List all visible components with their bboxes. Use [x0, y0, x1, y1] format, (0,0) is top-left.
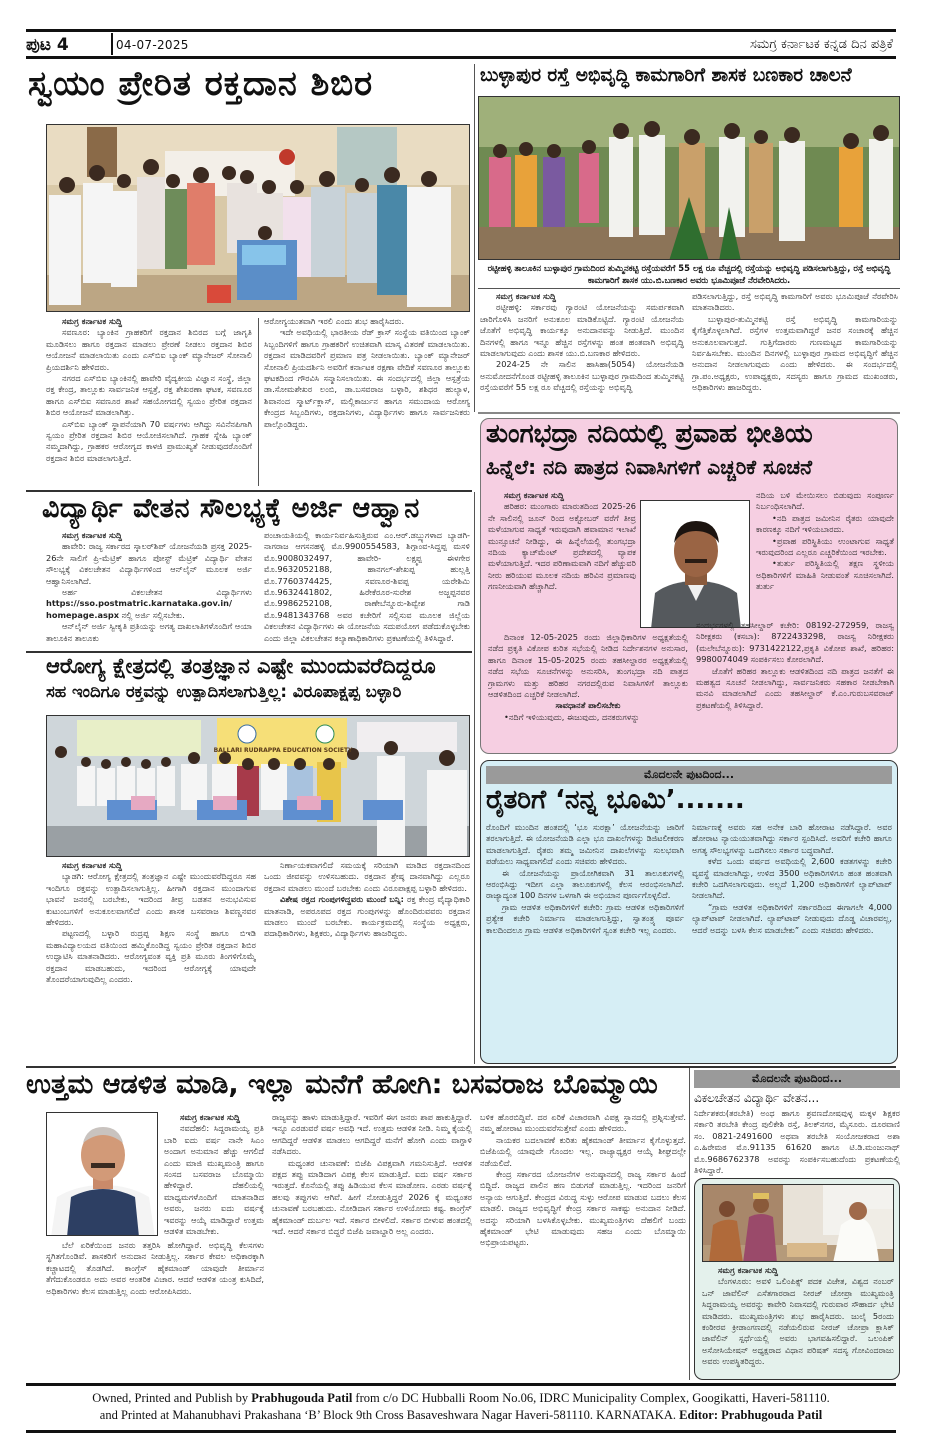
paragraph: ಮಧ್ಯಂತರ ಚುನಾವಣೆ: ಬಿಜೆಪಿ ವಿಪಕ್ಷವಾಗಿ ಗಮನಿಸುತ್ತಿದೆ. ಆಡಳಿತ ಪಕ್ಷದ ತಪ್ಪು ಮಾಡಿದಾಗ ವಿಪಕ್ಷ ಕೆಲಸ ಮಾಡುತ್ತಿದೆ. ಐದು ವರ್ಷ ಸರ್ಕಾರ ಇರುತ್ತದೆ. ಕೊನೆಯಲ್ಲಿ ತಪ್ಪು ಹಿಡಿಯುವ ಕೆಲಸ ಮಾಡೋಣ. ಎರಡು ವರ್ಷಕ್ಕೆ ಹಲವು ತಪ್ಪುಗಳು ಆಗಿವೆ. ಹೀಗೆ ನೋಡುತ್ತಿದ್ದರೆ 2026 ಕ್ಕೆ ಮಧ್ಯಂತರ ಚುನಾವಣೆ ಬರಬಹುದು. ನೋಡಿದಾಗ ಸರ್ಕಾರ ಉಳಿಯೋದು ಕಷ್ಟ. ಕಾಂಗ್ರೆಸ್ ಹೈಕಮಾಂಡ್ ದುರ್ಬಲ ಇದೆ. ಸರ್ಕಾರ ಬೀಳಲಿದೆ. ಸರ್ಕಾರ ಬೀಳುವ ಹಂತದಲ್ಲಿ ಇದೆ. ಆದರೆ ಸರ್ಕಾರ ಬಿದ್ದರೆ ಬಿಜೆಪಿ ಜವಾಬ್ದಾರಿ ಅಲ್ಲ ಎಂದರು. — [272, 1157, 472, 1237]
column-divider — [474, 492, 475, 1064]
subheadline-tungabhadra[interactable]: ಹಿನ್ನೆಲೆ: ನದಿ ಪಾತ್ರದ ನಿವಾಸಿಗಳಿಗೆ ಎಚ್ಚರಿಕೆ ಸೂಚನೆ — [486, 455, 812, 479]
editor-name: Editor: Prabhugouda Patil — [679, 1408, 823, 1422]
paragraph: ರೊಂದಿಗೆ ಮುಂದಿನ ಹಂತದಲ್ಲಿ ‘ಭೂ ಸುರಕ್ಷಾ’ ಯೋಜನೆಯನ್ನು ಜಾರಿಗೆ ತರಲಾಗುತ್ತಿದೆ. ಈ ಯೋಜನೆಯಡಿ ಎಲ್ಲಾ ಭೂ ದಾಖಲೆಗಳನ್ನು ಡಿಜಿಟಲೀಕರಣ ಮಾಡಲಾಗುತ್ತಿದೆ. ರೈತರು ತಮ್ಮ ಜಮೀನಿನ ದಾಖಲೆಗಳನ್ನು ಸುಲಭವಾಗಿ ಪಡೆಯಲು ಸಾಧ್ಯವಾಗಲಿದೆ ಎಂದು ಸಚಿವರು ಹೇಳಿದರು. — [486, 822, 684, 867]
paragraph — [264, 894, 470, 940]
road-work-caption: ರಟ್ಟೀಹಳ್ಳಿ ತಾಲೂಕಿನ ಬುಳ್ಳಾಪುರ ಗ್ರಾಮದಿಂದ ತುಮ್ಮಿನಕಟ್ಟಿ ರಸ್ತೆಯವರೆಗೆ 55 ಲಕ್ಷ ರೂ ವೆಚ್ಚದಲ್ಲಿ ರಸ್ತೆಯನ್ನು ಅಭಿವೃದ್ಧಿ ಪಡಿಸಲಾಗುತ್ತಿದ್ದು, ರಸ್ತೆ ಅಭಿವೃದ್ಧಿ ಕಾಮಗಾರಿಗೆ ಶಾಸಕ ಯು.ಬಿ.ಬಣಕಾರ ಅವರು ಭೂಮಿಪೂಜೆ ನೆರವೇರಿಸಿದರು. — [487, 263, 891, 285]
section-divider — [26, 1066, 896, 1068]
paragraph: ನಗರದ ಎಸ್‌ಬಿಐ ಬ್ಯಾಂಕಿನಲ್ಲಿ ಹಾವೇರಿ ವೈದ್ಯಕೀಯ ವಿಜ್ಞಾನ ಸಂಸ್ಥೆ, ಜಿಲ್ಲಾ ರಕ್ತ ಕೇಂದ್ರ, ತಾಲ್ಲೂಕು ಸಾರ್ವಜನಿಕ ಆಸ್ಪತ್ರೆ, ರಕ್ತ ಶೇಖರಣಾ ಘಟಕ, ಸವಣೂರ ಹಾಗೂ ಎಸ್‌ಬಿಐ ಸವಣೂರ ಶಾಖೆ ಸಹಯೋಗದಲ್ಲಿ ಸ್ವಯಂ ಪ್ರೇರಿತ ರಕ್ತದಾನ ಶಿಬಿರ ಆಯೋಜನೆ ಮಾಡಲಾಗಿತ್ತು. — [46, 373, 252, 418]
kicker-continued-from-front: ಮೊದಲನೇ ಪುಟದಿಂದ... — [486, 766, 892, 784]
paragraph: ಹಾವೇರಿ: ರಾಜ್ಯ ಸರ್ಕಾರದ ಸ್ಕಾಲರ್‌ಶಿಪ್ ಯೋಜನೆಯಡಿ ಪ್ರಸಕ್ತ 2025-26ನೇ ಸಾಲಿಗೆ ಪ್ರಿ-ಮೆಟ್ರಿಕ್ ಹಾಗೂ ಪೋಸ್ಟ್ ಮೆಟ್ರಿಕ್ ವಿದ್ಯಾರ್ಥಿ ವೇತನ ಸೌಲಭ್ಯಕ್ಕೆ ವಿಕಲಚೇತನ ವಿದ್ಯಾರ್ಥಿಗಳಿಂದ ಆನ್‌ಲೈನ್ ಮೂಲಕ ಅರ್ಜಿ ಆಹ್ವಾನಿಸಲಾಗಿದೆ. — [46, 541, 252, 586]
paragraph: ಹರಿಹರ: ಮುಂಗಾರು ಮಾರುತದಿಂದ 2025-26 ನೇ ಸಾಲಿನಲ್ಲಿ ಜೂನ್ ರಿಂದ ಅಕ್ಟೋಬರ್ ವರೆಗೆ ತೀವ್ರ ಮಳೆಯಾಗುವ ಸಾಧ್ಯತೆ ಇರುವುದಾಗಿ ಹವಾಮಾನ ಇಲಾಖೆ ಮುನ್ಸೂಚನೆ ನೀಡಿದ್ದು, ಈ ಹಿನ್ನೆಲೆಯಲ್ಲಿ ತುಂಗಭದ್ರಾ ನದಿಯ ಕ್ಯಾಚ್‌ಮೆಂಟ್ ಪ್ರದೇಶದಲ್ಲಿ ವ್ಯಾಪಕ ಮಳೆಯಾಗುತ್ತಿದೆ. ಇದರ ಪರಿಣಾಮವಾಗಿ ನದಿಗೆ ಹೆಚ್ಚುವರಿ ನೀರು ಹರಿಯುವ ಮೂಲಕ ನದಿಯ ಹರಿವಿನ ಪ್ರಮಾಣವು ಗಣನೀಯವಾಗಿ ಹೆಚ್ಚಾಗಿದೆ. — [488, 501, 636, 592]
blood-camp-column-1 — [46, 316, 252, 488]
health-tech-column-1 — [46, 860, 256, 1058]
bommai-portrait-image — [47, 1113, 158, 1236]
bommai-column-1-top — [164, 1112, 264, 1238]
headline-tungabhadra[interactable]: ತುಂಗಭದ್ರಾ ನದಿಯಲ್ಲಿ ಪ್ರವಾಹ ಭೀತಿಯ — [486, 419, 813, 449]
scholarship-column-1 — [46, 530, 252, 648]
byline: ಸಮಗ್ರ ಕರ್ನಾಟಕ ಸುದ್ದಿ — [62, 316, 122, 326]
headline-bommai[interactable]: ಉತ್ತಮ ಆಡಳಿತ ಮಾಡಿ, ಇಲ್ಲಾ ಮನೆಗೆ ಹೋಗಿ: ಬಸವರಾಜ ಬೊಮ್ಮಾಯಿ — [26, 1069, 658, 1100]
column-divider — [258, 318, 259, 486]
health-tech-photo-image — [47, 716, 470, 857]
paragraph: ನಿರ್ದೇಶಕರು(ತರಬೇತಿ) ಅಂಧ ಹಾಗೂ ಶ್ರವಣದೋಷವುಳ್ಳ ಮಕ್ಕಳ ಶಿಕ್ಷಕರ ಸರ್ಕಾರಿ ತರಬೇತಿ ಕೇಂದ್ರ ಪುಲಿಕೇಶಿ ರಸ್ತೆ, ತಿಲಕ್‌ನಗರ, ಮೈಸೂರು. ದೂರವಾಣಿ ಸಂ. 0821-2491600 ಅಥವಾ ತರಬೇತಿ ಸಂಯೋಜಕರಾದ ಅಶಾ ಎ.ಹಿರೇಮಠ ಮೊ.91135 61620 ಹಾಗೂ ಟಿ.ಡಿ.ಮಂಜುನಾಥ್ ಮೊ.9686762378 ಅವರನ್ನು ಸಂಪರ್ಕಿಸಬಹುದೆಂದು ಪ್ರಕಟಣೆಯಲ್ಲಿ ತಿಳಿಸಿದ್ದಾರೆ. — [694, 1108, 900, 1176]
paragraph: ರಾಜ್ಯವನ್ನು ಹಾಳು ಮಾಡುತ್ತಿದ್ದಾರೆ. ಇವರಿಗೆ ಈಗ ಜನರು ಶಾಪ ಹಾಕುತ್ತಿದ್ದಾರೆ. ಇನ್ನೂ ಎರಡುವರೆ ವರ್ಷ ಅವಧಿ ಇದೆ. ಉತ್ತಮ ಆಡಳಿತ ನೀಡಿ. ನಿಮ್ಮ ಕೈಯಲ್ಲಿ ಆಗದಿದ್ದರೆ ಆಡಳಿತ ಮಾಡಲು ಆಗದಿದ್ದರೆ ಮನೆಗೆ ಹೋಗಿ ಎಂದು ವಾಗ್ದಾಳಿ ನಡೆಸಿದರು. — [272, 1112, 472, 1157]
scholarship-column-2 — [264, 530, 470, 648]
text: ರಕ್ತ ಕೇಂದ್ರ ವೈದ್ಯಾಧಿಕಾರಿ ಮಾತನಾಡಿ, ಅಪರೂಪದ ರಕ್ತದ ಗುಂಪುಗಳನ್ನು ಹೊಂದಿರುವವರು ರಕ್ತದಾನ ಮಾಡಲು ಮುಂದೆ ಬರಬೇಕು. ಕಾರ್ಯಕ್ರಮದಲ್ಲಿ ಸಂಸ್ಥೆಯ ಅಧ್ಯಕ್ಷರು, ಪದಾಧಿಕಾರಿಗಳು, ಶಿಕ್ಷಕರು, ವಿದ್ಯಾರ್ಥಿಗಳು ಹಾಜರಿದ್ದರು. — [264, 894, 470, 939]
headline-disabled-scholarship[interactable]: ವಿಕಲಚೇತನ ವಿದ್ಯಾರ್ಥಿ ವೇತನ... — [694, 1091, 820, 1105]
masthead-separator — [111, 33, 113, 55]
paragraph: ಆರೋಗ್ಯಯುತವಾಗಿ ಇರಲಿ ಎಂದು ಶುಭ ಹಾರೈಸಿದರು. — [264, 316, 405, 326]
paragraph: ಸವಣೂರ: ಬ್ಯಾಂಕಿನ ಗ್ರಾಹಕರಿಗೆ ರಕ್ತದಾನ ಶಿಬಿರದ ಬಗ್ಗೆ ಜಾಗೃತಿ ಮೂಡಿಸಲು ಹಾಗೂ ರಕ್ತದಾನ ಮಾಡಲು ಪ್ರೇರಣೆ ನೀಡಲು ರಕ್ತದಾನ ಶಿಬಿರ ಆಯೋಜನೆ ಮಾಡಲಾಯಿತು ಎಂದು ಎಸ್‌ಬಿಐ ಬ್ಯಾಂಕ್ ಮ್ಯಾನೇಜರ್ ಸೋನಾಲಿ ಪ್ರಿಯದರ್ಶಿನಿ ಹೇಳಿದರು. — [46, 327, 252, 372]
imprint-text: and Printed at Mahanubhavi Prakashana ‘B’ Block 9th Cross Basaveshwara Nagar Haveri-581110. KARNATAKA. — [99, 1408, 680, 1422]
paragraph: ನಿರ್ಮಾಣಕ್ಕೆ ಅವರು ಸಹ ಅನೇಕ ಬಾರಿ ಹೋರಾಟ ನಡೆಸಿದ್ದಾರೆ. ಅವರ ಹೋರಾಟ ನ್ಯಾಯಯುತವಾಗಿದ್ದು ಸರ್ಕಾರ ಸ್ಪಂದಿಸಿದೆ. ಅವರಿಗೆ ಕಚೇರಿ ಹಾಗೂ ಅಗತ್ಯ ಸೌಲಭ್ಯಗಳನ್ನು ಒದಗಿಸಲು ಸರ್ಕಾರ ಬದ್ಧವಾಗಿದೆ. — [692, 822, 892, 855]
paragraph: ಕಳೆದ ಒಂದು ವರ್ಷದ ಅವಧಿಯಲ್ಲಿ 2,600 ಕಡತಗಳನ್ನು ಕಚೇರಿ ವ್ಯವಸ್ಥೆ ಮಾಡಲಾಗಿದ್ದು, ಉಳಿದ 3500 ಅಧಿಕಾರಿಗಳಿಗೂ ಹಂತ ಹಂತವಾಗಿ ಕಚೇರಿ ಒದಗಿಸಲಾಗುವುದು. ಅಲ್ಲದೆ 1,200 ಅಧಿಕಾರಿಗಳಿಗೆ ಲ್ಯಾಪ್‌ಟಾಪ್ ನೀಡಲಾಗಿದೆ. — [692, 856, 892, 901]
bommai-column-3 — [480, 1112, 686, 1380]
headline-blood-camp[interactable]: ಸ್ವಯಂ ಪ್ರೇರಿತ ರಕ್ತದಾನ ಶಿಬಿರ — [28, 64, 374, 104]
byline: ಸಮಗ್ರ ಕರ್ನಾಟಕ ಸುದ್ದಿ — [718, 1265, 778, 1275]
masthead-top-rule — [26, 29, 896, 32]
bommai-column-1-bottom — [46, 1240, 264, 1380]
precaution-subhead: ಸಾವಧಾನತೆ ಪಾಲಿಸಬೇಕು — [555, 700, 621, 711]
nanna-bhoomi-column-1 — [486, 822, 684, 1058]
subhead: ವಿಶೇಷ ರಕ್ತದ ಗುಂಪುಗಳಿದ್ದವರು ಮುಂದೆ ಬನ್ನಿ: — [280, 894, 404, 905]
issue-date: 04-07-2025 — [116, 38, 189, 52]
paragraph: ಕೇಂದ್ರ ಸರ್ಕಾರದ ಯೋಜನೆಗಳ ಅನುಷ್ಠಾನದಲ್ಲಿ ರಾಜ್ಯ ಸರ್ಕಾರ ಹಿಂದೆ ಬಿದ್ದಿದೆ. ರಾಜ್ಯದ ಪಾಲಿನ ಹಣ ಬಿಡುಗಡೆ ಮಾಡುತ್ತಿಲ್ಲ. ಇದರಿಂದ ಜನರಿಗೆ ಅನ್ಯಾಯ ಆಗುತ್ತಿದೆ. ಕೇಂದ್ರದ ವಿರುದ್ಧ ಸುಳ್ಳು ಆರೋಪ ಮಾಡುವ ಬದಲು ಕೆಲಸ ಮಾಡಲಿ. ರಾಜ್ಯದ ಅಭಿವೃದ್ಧಿಗೆ ಕೇಂದ್ರ ಸರ್ಕಾರ ಸಾಕಷ್ಟು ಅನುದಾನ ನೀಡಿದೆ. ಅದನ್ನು ಸರಿಯಾಗಿ ಬಳಸಿಕೊಳ್ಳಬೇಕು. ಮುಖ್ಯಮಂತ್ರಿಗಳು ದೆಹಲಿಗೆ ಬಂದು ಹೈಕಮಾಂಡ್ ಭೇಟಿ ಮಾಡುವುದು ಸಹಜ ಎಂದು ಬೊಮ್ಮಾಯಿ ಅಭಿಪ್ರಾಯಪಟ್ಟರು. — [480, 1169, 686, 1248]
paragraph: ಬುಳ್ಳಾಪುರ-ತುಮ್ಮಿನಕಟ್ಟಿ ರಸ್ತೆ ಅಭಿವೃದ್ಧಿ ಕಾಮಗಾರಿಯನ್ನು ಕೈಗೆತ್ತಿಕೊಳ್ಳಲಾಗಿದೆ. ರಸ್ತೆಗಳ ಉತ್ತಮವಾಗಿದ್ದರೆ ಜನರ ಸಂಚಾರಕ್ಕೆ ಹೆಚ್ಚಿನ ಅನುಕೂಲವಾಗುತ್ತದೆ. ಗುತ್ತಿಗೆದಾರರು ಗುಣಮಟ್ಟದ ಕಾಮಗಾರಿಯನ್ನು ನಿರ್ವಹಿಸಬೇಕು. ಮುಂದಿನ ದಿನಗಳಲ್ಲಿ ಬುಳ್ಳಾಪುರ ಗ್ರಾಮದ ಅಭಿವೃದ್ಧಿಗೆ ಹೆಚ್ಚಿನ ಅನುದಾನ ನೀಡಲಾಗುವುದು ಎಂದು ಹೇಳಿದರು. ಈ ಸಂದರ್ಭದಲ್ಲಿ ಗ್ರಾ.ಪಂ.ಅಧ್ಯಕ್ಷರು, ಉಪಾಧ್ಯಕ್ಷರು, ಸದಸ್ಯರು ಹಾಗೂ ಗ್ರಾಮದ ಮುಖಂಡರು, ಅಧಿಕಾರಿಗಳು ಹಾಜರಿದ್ದರು. — [692, 313, 898, 393]
byline: ಸಮಗ್ರ ಕರ್ನಾಟಕ ಸುದ್ದಿ — [62, 530, 122, 540]
imprint-text: Owned, Printed and Publish by — [92, 1391, 252, 1405]
road-work-photo-image — [479, 97, 900, 260]
tungabhadra-column-1 — [488, 490, 636, 620]
paragraph: •ನದಿ ಪಾತ್ರದ ಜಮೀನಿನ ರೈತರು ಯಾವುದೇ ಕಾರಣಕ್ಕೂ ನದಿಗೆ ಇಳಿಯಬಾರದು. — [756, 512, 894, 535]
tungabhadra-column-3 — [756, 490, 894, 620]
paragraph: 2024-25 ನೇ ಸಾಲಿನ ಹಾಸಿಹಾ(5054) ಯೋಜನೆಯಡಿ ಅನುಮೋದನೆಗೊಂಡ ರಟ್ಟೀಹಳ್ಳಿ ತಾಲೂಕಿನ ಬುಳ್ಳಾಪುರ ಗ್ರಾಮದಿಂದ ತುಮ್ಮಿನಕಟ್ಟಿ ರಸ್ತೆಯವರೆಗೆ 55 ಲಕ್ಷ ರೂ ವೆಚ್ಚದಲ್ಲಿ ರಸ್ತೆಯನ್ನು ಅಭಿವೃದ್ಧಿ — [480, 359, 684, 393]
byline: ಸಮಗ್ರ ಕರ್ನಾಟಕ ಸುದ್ದಿ — [62, 860, 122, 870]
tahsildar-portrait-image — [641, 501, 750, 628]
photo-neeraj-meeting — [702, 1184, 894, 1262]
health-tech-column-2 — [264, 860, 470, 1058]
column-divider — [689, 1068, 690, 1380]
road-work-column-2 — [692, 291, 898, 409]
section-divider — [478, 412, 900, 414]
headline-nanna-bhoomi[interactable]: ರೈತರಿಗೆ ‘ನನ್ನ ಭೂಮಿ’....... — [486, 785, 745, 815]
photo-tahsildar-portrait — [640, 500, 750, 628]
blood-camp-photo-image — [47, 125, 470, 312]
section-divider — [478, 288, 900, 289]
paragraph: ರಟ್ಟೀಹಳ್ಳಿ: ಸರ್ಕಾರವು ಗ್ಯಾರಂಟಿ ಯೋಜನೆಯನ್ನು ಸಮರ್ಪಕವಾಗಿ ಜಾರಿಗೊಳಿಸಿ ಜನರಿಗೆ ಅನುಕೂಲ ಮಾಡಿಕೊಟ್ಟಿದೆ. ಗ್ಯಾರಂಟಿ ಯೋಜನೆಯ ಜೊತೆಗೆ ಅಭಿವೃದ್ಧಿ ಕಾರ್ಯಕ್ಕೂ ಅನುದಾನವನ್ನು ನೀಡುತ್ತಿದೆ. ಮುಂದಿನ ದಿನಗಳಲ್ಲಿ ಹಾಗೂ ಇನ್ನೂ ಹೆಚ್ಚಿನ ರಸ್ತೆಗಳನ್ನು ಹಂತ ಹಂತವಾಗಿ ಅಭಿವೃದ್ಧಿ ಮಾಡಲಾಗುವುದು ಎಂದು ಶಾಸಕ ಯು.ಬಿ.ಬಣಕಾರ ಹೇಳಿದರು. — [480, 302, 684, 359]
paragraph: •ತುರ್ತು ಪರಿಸ್ಥಿತಿಯಲ್ಲಿ ತಕ್ಷಣ ಸ್ಥಳೀಯ ಅಧಿಕಾರಿಗಳಿಗೆ ಮಾಹಿತಿ ನೀಡುವಂತೆ ಸೂಚಿಸಲಾಗಿದೆ. ತುರ್ತು — [756, 558, 894, 592]
paragraph: ದಿನಾಂಕ 12-05-2025 ರಂದು ಜಿಲ್ಲಾಧಿಕಾರಿಗಳ ಅಧ್ಯಕ್ಷತೆಯಲ್ಲಿ ನಡೆದ ಪ್ರಕೃತಿ ವಿಕೋಪ ಕುರಿತ ಸಭೆಯಲ್ಲಿ ನೀಡಿದ ನಿರ್ದೇಶನಗಳ ಅನುಸಾರ, ಹಾಗೂ ದಿನಾಂಕ 15-05-2025 ರಂದು ತಹಸೀಲ್ದಾರರ ಅಧ್ಯಕ್ಷತೆಯಲ್ಲಿ ನಡೆದ ಸಭೆಯ ಸೂಚನೆಗಳನ್ನು ಅನುಸರಿಸಿ, ತುಂಗಭದ್ರಾ ನದಿ ಪಾತ್ರದ ಗ್ರಾಮಗಳು ಮತ್ತು ಹರಿಹರ ನಗರದಲ್ಲಿರುವ ನಿವಾಸಿಗಳಿಗೆ ತಾಲ್ಲೂಕು ಆಡಳಿತದಿಂದ ಎಚ್ಚರಿಕೆ ನೀಡಲಾಗಿದೆ. — [488, 632, 688, 700]
paragraph: ಪಂಚಾಯತಿಯಲ್ಲಿ ಕಾರ್ಯನಿರ್ವಹಿಸುತ್ತಿರುವ ಎಂ.ಆರ್.ಡಬ್ಲ್ಯುಗಳಾದ ಬ್ಯಾಡಗಿ-ನಾಗರಾಜ ಆಗಸನಹಳ್ಳಿ ಮೊ.9900554583, ಶಿಗ್ಗಾಂವ-ಸಿದ್ದಪ್ಪ ಮಸಳಿ ಮೊ.9008032497, ಹಾವೇರಿ- ಲಕ್ಷ್ಮಪ್ಪ ಈಳಗೇರ ಮೊ.9632052188, ಹಾನಗಲ್-ಶೇಖಪ್ಪ ಹುಲ್ಲತ್ತಿ ಮೊ.7760374425, ಸವಣೂರ-ಶಿವಪ್ಪ ಯರೇಶಿಮಿ ಮೊ.9632441802, ಹಿರೇಕೆರೂರ-ಸುರೇಶ ಅಜ್ಜಪ್ಪನವರ ಮೊ.9986252108, ರಾಣೇಬೆನ್ನೂರು-ಶಿವ್ವೇಶ ಗಾಡಿ ಮೊ.9481343768 ಅವರ ಕಚೇರಿಗೆ ಸಲ್ಲಿಸುವ ಮೂಲಕ ಜಿಲ್ಲೆಯ ವಿಕಲಚೇತನ ವಿದ್ಯಾರ್ಥಿಗಳು ಈ ಯೋಜನೆಯ ಸದುಪಯೋಗ ಪಡೆದುಕೊಳ್ಳಬೇಕು ಎಂದು ಜಿಲ್ಲಾ ವಿಕಲಚೇತನ ಕಲ್ಯಾಣಾಧಿಕಾರಿಗಳು ಪ್ರಕಟಣೆಯಲ್ಲಿ ತಿಳಿಸಿದ್ದಾರೆ. — [264, 530, 470, 643]
footer-bottom-rule — [26, 1430, 896, 1433]
imprint-line-1 — [26, 1390, 896, 1407]
photo-blood-donation-college — [46, 715, 470, 857]
bommai-column-2 — [272, 1112, 472, 1380]
photo-blood-donation-group — [46, 124, 470, 312]
paragraph: ಇದೇ ಅವಧಿಯಲ್ಲಿ ಭಾರತೀಯ ರೆಡ್ ಕ್ರಾಸ್ ಸಂಸ್ಥೆಯ ವತಿಯಿಂದ ಬ್ಯಾಂಕ್ ಸಿಬ್ಬಂದಿಗಳಿಗೆ ಹಾಗೂ ಗ್ರಾಹಕರಿಗೆ ಉಚಿತವಾಗಿ ಮಾಸ್ಕ ವಿತರಣೆ ಮಾಡಲಾಯಿತು. ರಕ್ತದಾನ ಮಾಡಿದವರಿಗೆ ಪ್ರಮಾಣ ಪತ್ರ ನೀಡಲಾಯಿತು. ಬ್ಯಾಂಕ್ ಮ್ಯಾನೇಜರ್ ಸೋನಾಲಿ ಪ್ರಿಯದರ್ಶಿನಿ ಅವರಿಗೆ ಕರ್ನಾಟಕ ರಕ್ಷಣಾ ವೇದಿಕೆ ಸವಣೂರ ತಾಲ್ಲೂಕು ಘಟಕದಿಂದ ಗೌರವಿಸಿ ಸನ್ಮಾನಿಸಲಾಯಿತು. ಈ ಸಂದರ್ಭದಲ್ಲಿ ಜಿಲ್ಲಾ ಆಸ್ಪತ್ರೆಯ ಡಾ.ಸೋಮಶೇಖರ ಲಂಬಿ, ಡಾ.ಬಸವರಾಜ ಬಳ್ಳಾರಿ, ಶಶಿಧರ ಹುಲ್ಯಾಳ, ಶಿವಾನಂದ ಸ್ಮಾರ್ಟ್‌ಕ್ಲಾಸ್, ಮಲ್ಲಿಕಾರ್ಜುನ ಹಾಗೂ ಸಮುದಾಯ ಆರೋಗ್ಯ ಕೇಂದ್ರದ ಸಿಬ್ಬಂದಿಗಳು, ರಕ್ತದಾನಿಗಳು, ವಿದ್ಯಾರ್ಥಿಗಳು ಹಾಗೂ ಸಾರ್ವಜನಿಕರು ಪಾಲ್ಗೊಂಡಿದ್ದರು. — [264, 327, 470, 429]
photo-bommai-portrait — [46, 1112, 158, 1236]
paragraph: ಆನ್‌ಲೈನ್ ಅರ್ಜಿ ಸ್ವೀಕೃತಿ ಪ್ರತಿಯನ್ನು ಅಗತ್ಯ ದಾಖಲಾತಿಗಳೊಂದಿಗೆ ಆಯಾ ತಾಲೂಕಿನ ತಾಲೂಕು — [46, 621, 252, 643]
section-divider — [26, 651, 472, 653]
paragraph: ನವದೆಹಲಿ: ಸಿದ್ದರಾಮಯ್ಯ ಪ್ರತಿ ಬಾರಿ ಐದು ವರ್ಷ ನಾನೇ ಸಿಎಂ ಅಂದಾಗ ಅನುಮಾನ ಹೆಚ್ಚು ಆಗಲಿದೆ ಎಂದು ಮಾಜಿ ಮುಖ್ಯಮಂತ್ರಿ ಹಾಗೂ ಸಂಸದ ಬಸವರಾಜ ಬೊಮ್ಮಾಯಿ ಹೇಳಿದ್ದಾರೆ. ದೆಹಲಿಯಲ್ಲಿ ಮಾಧ್ಯಮಗಳೊಂದಿಗೆ ಮಾತನಾಡಿದ ಅವರು, ಜನರು ಐದು ವರ್ಷಕ್ಕೆ ಇವರನ್ನು ಆಯ್ಕೆ ಮಾಡಿದ್ದಾರೆ ಉತ್ತಮ ಆಡಳಿತ ಮಾಡಬೇಕು. — [164, 1123, 264, 1237]
headline-health-tech-line1[interactable]: ಆರೋಗ್ಯ ಕ್ಷೇತ್ರದಲ್ಲಿ ತಂತ್ರಜ್ಞಾನ ಎಷ್ಟೇ ಮುಂದುವರೆದಿದ್ದರೂ — [46, 654, 436, 678]
masthead-bottom-rule — [26, 56, 896, 59]
paragraph: ಬೆಲೆ ಏರಿಕೆಯಿಂದ ಜನರು ತತ್ತರಿಸಿ ಹೋಗಿದ್ದಾರೆ. ಅಭಿವೃದ್ಧಿ ಕೆಲಸಗಳು ಸ್ಥಗಿತಗೊಂಡಿವೆ. ಶಾಸಕರಿಗೆ ಅನುದಾನ ನೀಡುತ್ತಿಲ್ಲ. ಸರ್ಕಾರ ಕೇವಲ ಅಧಿಕಾರಕ್ಕಾಗಿ ಕಚ್ಚಾಟದಲ್ಲಿ ತೊಡಗಿದೆ. ಕಾಂಗ್ರೆಸ್ ಹೈಕಮಾಂಡ್ ಯಾವುದೇ ತೀರ್ಮಾನ ತೆಗೆದುಕೊಂಡರೂ ಅದು ಅವರ ಆಂತರಿಕ ವಿಚಾರ. ಆದರೆ ಆಡಳಿತ ಯಂತ್ರ ಕುಸಿದಿದೆ, ಅಧಿಕಾರಿಗಳು ಕೆಲಸ ಮಾಡುತ್ತಿಲ್ಲ ಎಂದು ಆರೋಪಿಸಿದರು. — [46, 1240, 264, 1296]
neeraj-body — [702, 1265, 894, 1375]
neeraj-photo-image — [703, 1185, 894, 1262]
paragraph: ನದಿಯ ಬಳಿ ಮೇಯಿಸಲು ಬಿಡುವುದು ಸಂಪೂರ್ಣ ನಿರ್ಬಂಧಿಸಲಾಗಿದೆ. — [756, 490, 894, 512]
page-number: ಪುಟ 4 — [26, 35, 69, 55]
disabled-scholarship-body — [694, 1108, 900, 1176]
paragraph: ಸಂದರ್ಭಗಳಲ್ಲಿ ತಹಸೀಲ್ದಾರ್ ಕಚೇರಿ: 08192-272959, ರಾಜಸ್ವ ನಿರೀಕ್ಷಕರು (ಕಸಬಾ): 8722433298, ರಾಜಸ್ವ ನಿರೀಕ್ಷಕರು (ಮಲೇಬೆನ್ನೂರು): 9731422122,ಪ್ರಕೃತಿ ವಿಕೋಪ ಶಾಖೆ, ಹರಿಹರ: 9980074049 ಸಂಪರ್ಕಿಸಲು ಕೋರಲಾಗಿದೆ. — [696, 620, 894, 665]
nanna-bhoomi-column-2 — [692, 822, 892, 1058]
paragraph — [46, 587, 252, 621]
paragraph: “ಗ್ರಾಮ ಆಡಳಿತ ಅಧಿಕಾರಿಗಳಿಗೆ ಸರ್ಕಾರದಿಂದ ಈಗಾಗಲೇ 4,000 ಲ್ಯಾಪ್‌ಟಾಪ್ ನೀಡಲಾಗಿದೆ. ಲ್ಯಾಪ್‌ಟಾಪ್ ನೀಡುವುದು ದೊಡ್ಡ ವಿಚಾರವಲ್ಲ, ಆದರೆ ಅದನ್ನು ಬಳಸಿ ಕೆಲಸ ಮಾಡಬೇಕು” ಎಂದು ಸಚಿವರು ಹೇಳಿದರು. — [692, 901, 892, 935]
newspaper-name: ಸಮಗ್ರ ಕರ್ನಾಟಕ ಕನ್ನಡ ದಿನ ಪತ್ರಿಕೆ — [750, 37, 893, 52]
text: ನಲ್ಲಿ ಅರ್ಜಿ ಸಲ್ಲಿಸಬೇಕು. — [121, 609, 185, 620]
paragraph: ಎಸ್‌ಬಿಐ ಬ್ಯಾಂಕ್ ಸ್ಥಾಪನೆಯಾಗಿ 70 ವರ್ಷಗಳು ಆಗಿದ್ದು ಸವಿನೆನಪಿಗಾಗಿ ಸ್ವಯಂ ಪ್ರೇರಿತ ರಕ್ತದಾನ ಶಿಬಿರ ಆಯೋಜಿಸಲಾಗಿದೆ. ಗ್ರಾಹಕ ಸ್ನೇಹಿ ಬ್ಯಾಂಕ್ ನಮ್ಮದಾಗಿದ್ದು, ಗ್ರಾಹಕರ ಆರೋಗ್ಯದ ಕಾಳಜಿ ಪ್ರಾಮುಖ್ಯತೆ ನೀಡುವುದರೊಂದಿಗೆ ರಕ್ತದಾನ ಶಿಬಿರ ಮಾಡಲಾಗುತ್ತಿದೆ. — [46, 418, 252, 463]
byline: ಸಮಗ್ರ ಕರ್ನಾಟಕ ಸುದ್ದಿ — [180, 1112, 240, 1122]
paragraph: ಪಟ್ಟಣದಲ್ಲಿ ಬಳ್ಳಾರಿ ರುದ್ರಪ್ಪ ಶಿಕ್ಷಣ ಸಂಸ್ಥೆ ಹಾಗೂ ಬಿಇಡಿ ಮಹಾವಿದ್ಯಾಲಯದ ವತಿಯಿಂದ ಹಮ್ಮಿಕೊಂಡಿದ್ದ ಸ್ವಯಂ ಪ್ರೇರಿತ ರಕ್ತದಾನ ಶಿಬಿರ ಉದ್ಘಾಟಿಸಿ ಮಾತನಾಡಿದರು. ಆರೋಗ್ಯವಂತ ವ್ಯಕ್ತಿ ಪ್ರತಿ ಮೂರು ತಿಂಗಳಿಗೊಮ್ಮೆ ರಕ್ತದಾನ ಮಾಡಬಹುದು, ಇದರಿಂದ ಆರೋಗ್ಯಕ್ಕೆ ಯಾವುದೇ ತೊಂದರೆಯಾಗುವುದಿಲ್ಲ ಎಂದರು. — [46, 928, 256, 985]
owner-name: Prabhugouda Patil — [251, 1391, 353, 1405]
paragraph: •ನದಿಗೆ ಇಳಿಯುವುದು, ಈಜುವುದು, ದನಕರುಗಳನ್ನು — [504, 711, 640, 722]
paragraph: ಗ್ರಾಮ ಆಡಳಿತ ಅಧಿಕಾರಿಗಳಿಗೆ ಕಚೇರಿ: ಗ್ರಾಮ ಆಡಳಿತ ಅಧಿಕಾರಿಗಳಿಗೆ ಪ್ರತ್ಯೇಕ ಕಚೇರಿ ನಿರ್ಮಾಣ ಮಾಡಲಾಗುತ್ತಿದ್ದು, ಸ್ವಾತಂತ್ರ್ಯ ಪೂರ್ವ ಕಾಲದಿಂದಲೂ ಗ್ರಾಮ ಆಡಳಿತ ಅಧಿಕಾರಿಗಳಿಗೆ ಸ್ವಂತ ಕಚೇರಿ ಇಲ್ಲ ಎಂದರು. — [486, 901, 684, 935]
headline-scholarship[interactable]: ವಿದ್ಯಾರ್ಥಿ ವೇತನ ಸೌಲಭ್ಯಕ್ಕೆ ಅರ್ಜಿ ಆಹ್ವಾನ — [42, 493, 420, 524]
byline: ಸಮಗ್ರ ಕರ್ನಾಟಕ ಸುದ್ದಿ — [496, 291, 556, 301]
tungabhadra-column-wide-left — [488, 632, 688, 750]
application-portal-link[interactable]: https://sso.postmatric.karnataka.gov.in/ homepage.aspx — [46, 598, 232, 620]
photo-road-groundbreaking — [478, 96, 900, 260]
column-divider — [474, 64, 475, 412]
tungabhadra-column-wide-right — [696, 620, 894, 750]
imprint-text: from c/o DC Hubballi Room No.06, IDRC Municipality Complex, Googikatti, Haveri-581110. — [352, 1391, 830, 1405]
photo-banner-text: BALLARI RUDRAPPA EDUCATION SOCIETY — [213, 747, 353, 754]
text: ಅರ್ಹ ವಿಕಲಚೇತನ ವಿದ್ಯಾರ್ಥಿಗಳು — [62, 587, 252, 598]
byline: ಸಮಗ್ರ ಕರ್ನಾಟಕ ಸುದ್ದಿ — [504, 490, 564, 500]
imprint-line-2 — [26, 1407, 896, 1424]
footer-top-rule — [26, 1383, 896, 1386]
kicker-continued-from-front: ಮೊದಲನೇ ಪುಟದಿಂದ... — [694, 1070, 900, 1088]
paragraph: ಪಡಿಸಲಾಗುತ್ತಿದ್ದು, ರಸ್ತೆ ಅಭಿವೃದ್ಧಿ ಕಾಮಗಾರಿಗೆ ಅವರು ಭೂಮಿಪೂಜೆ ನೆರವೇರಿಸಿ ಮಾತನಾಡಿದರು. — [692, 291, 898, 313]
headline-health-tech-line2[interactable]: ಸಹ ಇಂದಿಗೂ ರಕ್ತವನ್ನು ಉತ್ಪಾದಿಸಲಾಗುತ್ತಿಲ್ಲ: ವಿರೂಪಾಕ್ಷಪ್ಪ ಬಳ್ಳಾರಿ — [46, 682, 402, 701]
paragraph: •ಪ್ರವಾಹ ಪರಿಸ್ಥಿತಿಯು ಉಂಟಾಗುವ ಸಾಧ್ಯತೆ ಇರುವುದರಿಂದ ಎಲ್ಲರೂ ಎಚ್ಚರಿಕೆಯಿಂದ ಇರಬೇಕು. — [756, 535, 894, 558]
paragraph: ಬ್ಯಾಡಗಿ: ಆರೋಗ್ಯ ಕ್ಷೇತ್ರದಲ್ಲಿ ತಂತ್ರಜ್ಞಾನ ಎಷ್ಟೇ ಮುಂದುವರೆದಿದ್ದರೂ ಸಹ ಇಂದಿಗೂ ರಕ್ತವನ್ನು ಉತ್ಪಾದಿಸಲಾಗುತ್ತಿಲ್ಲ. ಹೀಗಾಗಿ ರಕ್ತದಾನ ಮುಂದಾಗುವ ಭಾವನೆ ಜನರಲ್ಲಿ ಬರಬೇಕು, ಇದರಿಂದ ತೀವ್ರ ಬಡತನ ಅನುಭವಿಸುವ ಕುಟುಂಬಗಳಿಗೆ ಅನುಕೂಲವಾಗಲಿದೆ ಎಂದು ಶಾಸಕ ಬಸವರಾಜ ಶಿವಣ್ಣನವರ ಹೇಳಿದರು. — [46, 871, 256, 928]
road-work-column-1 — [480, 291, 684, 409]
paragraph: ಬೆಂಗಳೂರು: ಅವಳಿ ಒಲಿಂಪಿಕ್ಸ್ ಪದಕ ವಿಜೇತ, ವಿಶ್ವದ ನಂಬರ್ ಒನ್ ಜಾವೆಲಿನ್ ಎಸೆತಗಾರರಾದ ನೀರಜ್ ಚೋಪ್ರಾ ಮುಖ್ಯಮಂತ್ರಿ ಸಿದ್ದರಾಮಯ್ಯ ಅವರನ್ನು ಕಾವೇರಿ ನಿವಾಸದಲ್ಲಿ ಗುರುವಾರ ಸೌಹಾರ್ದ ಭೇಟಿ ಮಾಡಿದರು. ಮುಖ್ಯಮಂತ್ರಿಗಳು ಶುಭ ಹಾರೈಸಿದರು. ಜುಲೈ 5ರಂದು ಕಂಠೀರವ ಕ್ರೀಡಾಂಗಣದಲ್ಲಿ ನಡೆಯಲಿರುವ ನೀರಜ್ ಚೋಪ್ರಾ ಕ್ಲಾಸಿಕ್ ಜಾವೆಲಿನ್ ಸ್ಪರ್ಧೆಯಲ್ಲಿ ಅವರು ಭಾಗವಹಿಸಲಿದ್ದಾರೆ. ಒಲಂಪಿಕ್ ಅಸೋಸಿಯೇಷನ್ ಅಧ್ಯಕ್ಷರಾದ ವಿಧಾನ ಪರಿಷತ್ ಸದಸ್ಯ ಗೋವಿಂದರಾಜು ಅವರು ಉಪಸ್ಥಿತರಿದ್ದರು. — [702, 1276, 894, 1367]
section-divider — [26, 490, 472, 492]
headline-road-work[interactable]: ಬುಳ್ಳಾಪುರ ರಸ್ತೆ ಅಭಿವೃದ್ಧಿ ಕಾಮಗಾರಿಗೆ ಶಾಸಕ ಬಣಕಾರ ಚಾಲನೆ — [480, 65, 852, 86]
paragraph: ಜೊತೆಗೆ ಹರಿಹರ ತಾಲ್ಲೂಕು ಆಡಳಿತದಿಂದ ನದಿ ಪಾತ್ರದ ಜನತೆಗೆ ಈ ಮಹತ್ವದ ಸೂಚನೆ ನೀಡಲಾಗಿದ್ದು, ಸಾರ್ವಜನಿಕರು ಸಹಕಾರ ನೀಡಬೇಕಾಗಿ ಮನವಿ ಮಾಡಲಾಗಿದೆ ಎಂದು ತಹಸೀಲ್ದಾರ್ ಕೆ.ಎಂ.ಗುರುಬಸವರಾಜ್ ಪ್ರಕಟಣೆಯಲ್ಲಿ ತಿಳಿಸಿದ್ದಾರೆ. — [696, 665, 894, 710]
paragraph: ಈ ಯೋಜನೆಯನ್ನು ಪ್ರಾಯೋಗಿಕವಾಗಿ 31 ತಾಲೂಕುಗಳಲ್ಲಿ ಆರಂಭಿಸಿದ್ದು ಇದೀಗ ಎಲ್ಲಾ ತಾಲೂಕುಗಳಲ್ಲಿ ಕೆಲಸ ಆರಂಭಿಸಲಾಗಿದೆ. ರಾಜ್ಯಾದ್ಯಂತ 100 ದಿನಗಳ ಒಳಗಾಗಿ ಈ ಅಭಿಯಾನ ಪೂರ್ಣಗೊಳ್ಳಲಿದೆ. — [486, 867, 684, 901]
paragraph: ನಿರ್ಣಾಯಕವಾಗಲಿದೆ ಸಮಯಕ್ಕೆ ಸರಿಯಾಗಿ ಮಾಡಿದ ರಕ್ತದಾನದಿಂದ ಒಂದು ಜೀವವನ್ನು ಉಳಿಸಬಹುದು. ರಕ್ತದಾನ ಶ್ರೇಷ್ಠ ದಾನವಾಗಿದ್ದು ಎಲ್ಲರೂ ರಕ್ತದಾನ ಮಾಡಲು ಮುಂದೆ ಬರಬೇಕು ಎಂದು ವಿರೂಪಾಕ್ಷಪ್ಪ ಬಳ್ಳಾರಿ ಹೇಳಿದರು. — [264, 860, 470, 893]
paragraph: ನಾಯಕರ ಬದಲಾವಣೆ ಕುರಿತು ಹೈಕಮಾಂಡ್ ತೀರ್ಮಾನ ಕೈಗೊಳ್ಳುತ್ತದೆ. ಬಿಜೆಪಿಯಲ್ಲಿ ಯಾವುದೇ ಗೊಂದಲ ಇಲ್ಲ. ರಾಜ್ಯಾಧ್ಯಕ್ಷರ ಆಯ್ಕೆ ಶೀಘ್ರದಲ್ಲೇ ನಡೆಯಲಿದೆ. — [480, 1134, 686, 1168]
paragraph: ಬಳಿಕ ಹೊರಬಿದ್ದಿವೆ. ದರ ಏರಿಕೆ ವಿಚಾರವಾಗಿ ವಿಪಕ್ಷ ಸ್ಥಾನದಲ್ಲಿ ಪ್ರಶ್ನಿಸುತ್ತೇವೆ. ನಮ್ಮ ಹೋರಾಟ ಮುಂದುವರೆಸುತ್ತೇವೆ ಎಂದು ಹೇಳಿದರು. — [480, 1112, 686, 1134]
blood-camp-column-2 — [264, 316, 470, 488]
